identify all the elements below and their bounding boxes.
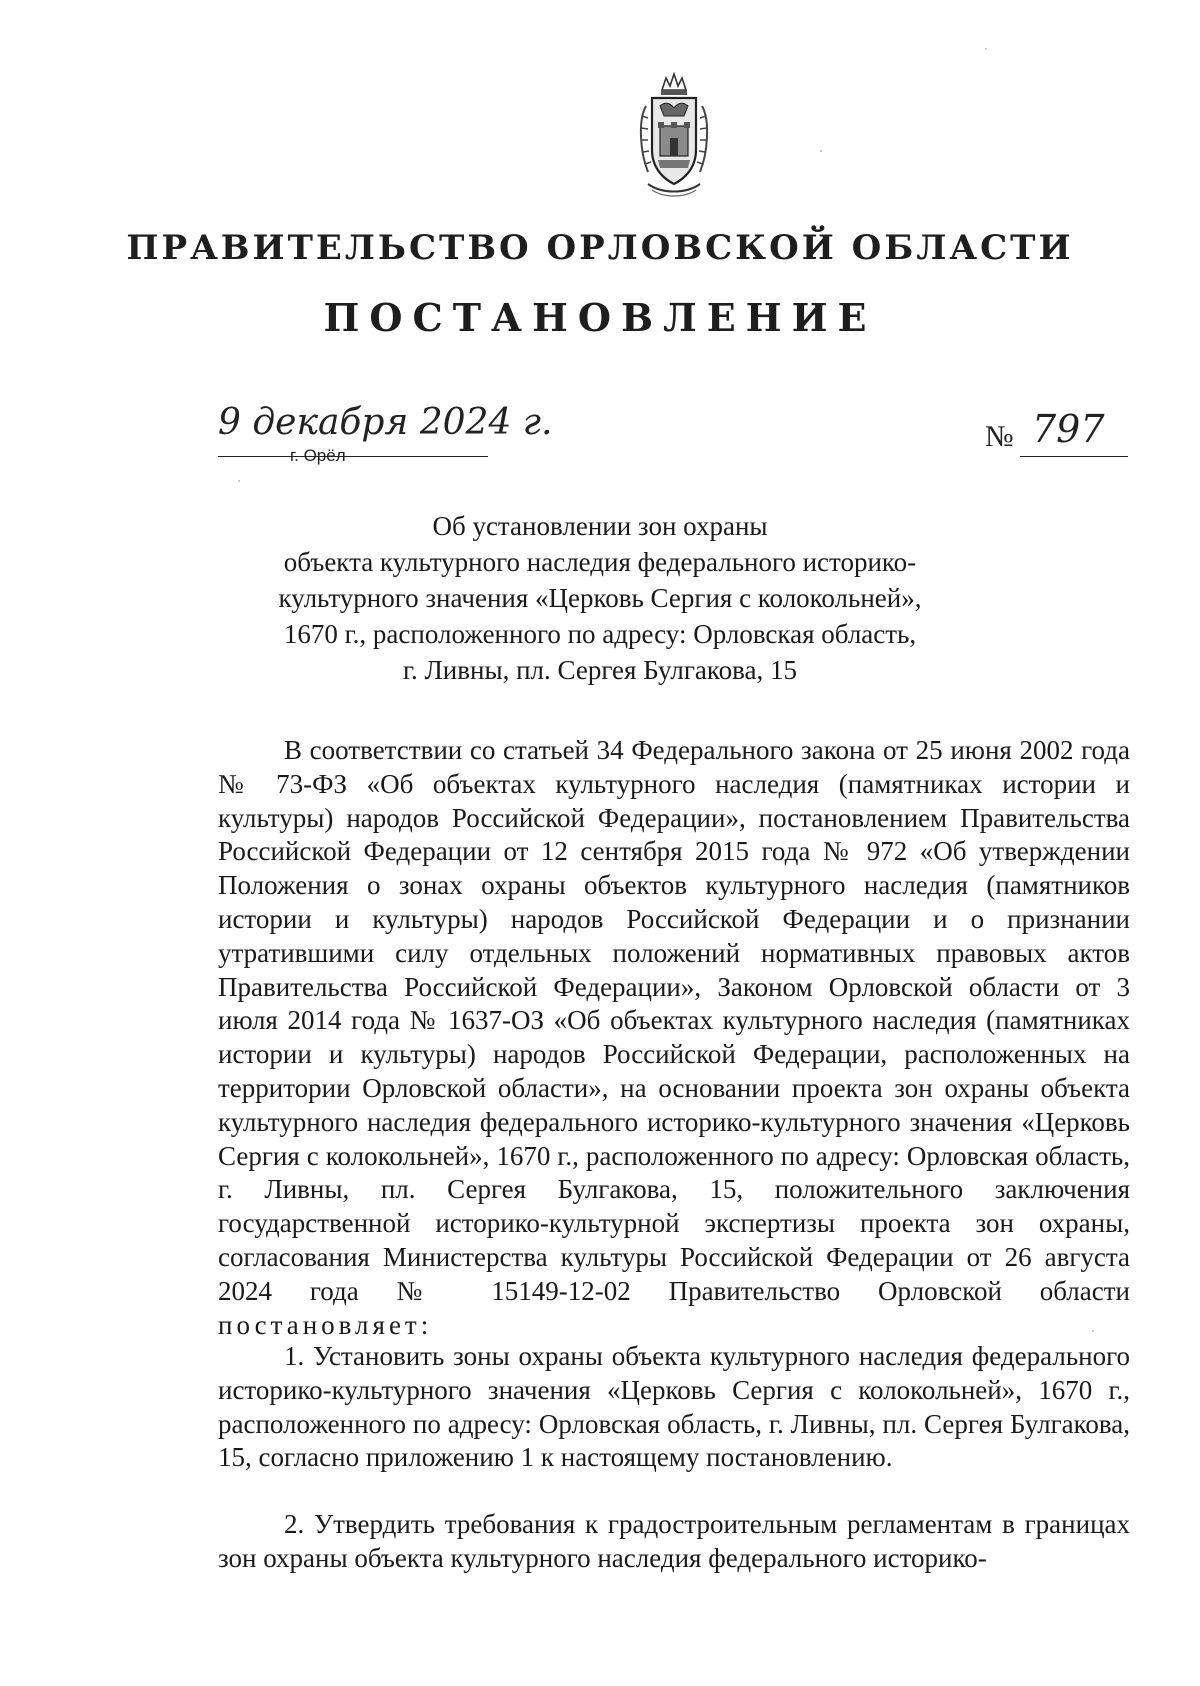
government-name: ПРАВИТЕЛЬСТВО ОРЛОВСКОЙ ОБЛАСТИ xyxy=(126,228,1074,268)
title-line: культурного значения «Церковь Сергия с колокольней», xyxy=(278,583,922,613)
scan-speck xyxy=(238,480,240,482)
handwritten-date: 9 декабря 2024 г. xyxy=(218,402,553,443)
scan-speck xyxy=(820,150,822,152)
title-line: Об установлении зон охраны xyxy=(432,511,768,541)
document-type: ПОСТАНОВЛЕНИЕ xyxy=(323,295,877,340)
title-line: г. Ливны, пл. Сергея Булгакова, 15 xyxy=(402,655,798,685)
item-2-paragraph: 2. Утвердить требования к градостроительным регламентам в границах зон охраны объекта культурного наследия федерального историко- xyxy=(218,1509,1130,1573)
scan-speck xyxy=(985,48,987,50)
scan-speck xyxy=(1092,1330,1094,1332)
city-label: г. Орёл xyxy=(290,446,346,465)
preamble-text: В соответствии со статьей 34 Федерального закона от 25 июня 2002 года № 73-ФЗ «Об объектах культурного наследия (памятниках истории и культуры) народов Российской Федерации», постановлением Правительства Российской Федерации от 12 сентября 2015 года № 972 «Об утверждении Положения о зонах охраны объектов культурного наследия (памятников истории и культуры) народов Российской Федерации и о признании утратившими силу отдельных положений нормативных правовых актов Правительства Российской Федерации», Законом Орловской области от 3 июля 2014 года № 1637-ОЗ «Об объектах культурного наследия (памятниках истории и культуры) народов Российской Федерации, расположенных на территории Орловской области», на основании проекта зон охраны объекта культурного наследия федерального историко-культурного значения «Церковь Сергия с колокольней», 1670 г., расположенного по адресу: Орловская область, г. Ливны, пл. Сергея Булгакова, 15, положительного заключения государственной историко-культурной экспертизы проекта зон охраны, согласования Министерства культуры Российской Федерации от 26 августа 2024 года № 15149-12-02 Правительство Орловской области xyxy=(218,735,1130,1306)
title-line: 1670 г., расположенного по адресу: Орловская область, xyxy=(283,619,917,649)
title-line: объекта культурного наследия федерального историко- xyxy=(283,547,917,577)
handwritten-number: 797 xyxy=(1032,407,1105,451)
number-label: № xyxy=(985,420,1014,453)
decree-word: постановляет: xyxy=(218,1309,433,1340)
document-title xyxy=(200,508,1000,688)
coat-of-arms-emblem xyxy=(632,72,716,200)
item-1-paragraph: 1. Установить зоны охраны объекта культурного наследия федерального историко-культурного значения «Церковь Сергия с колокольней», 1670 г., расположенного по адресу: Орловская область, г. Ливны, пл. Сергея Булгакова, 15, согласно приложению 1 к настоящему постановлению. xyxy=(218,1341,1130,1473)
preamble-paragraph xyxy=(218,734,1130,1342)
